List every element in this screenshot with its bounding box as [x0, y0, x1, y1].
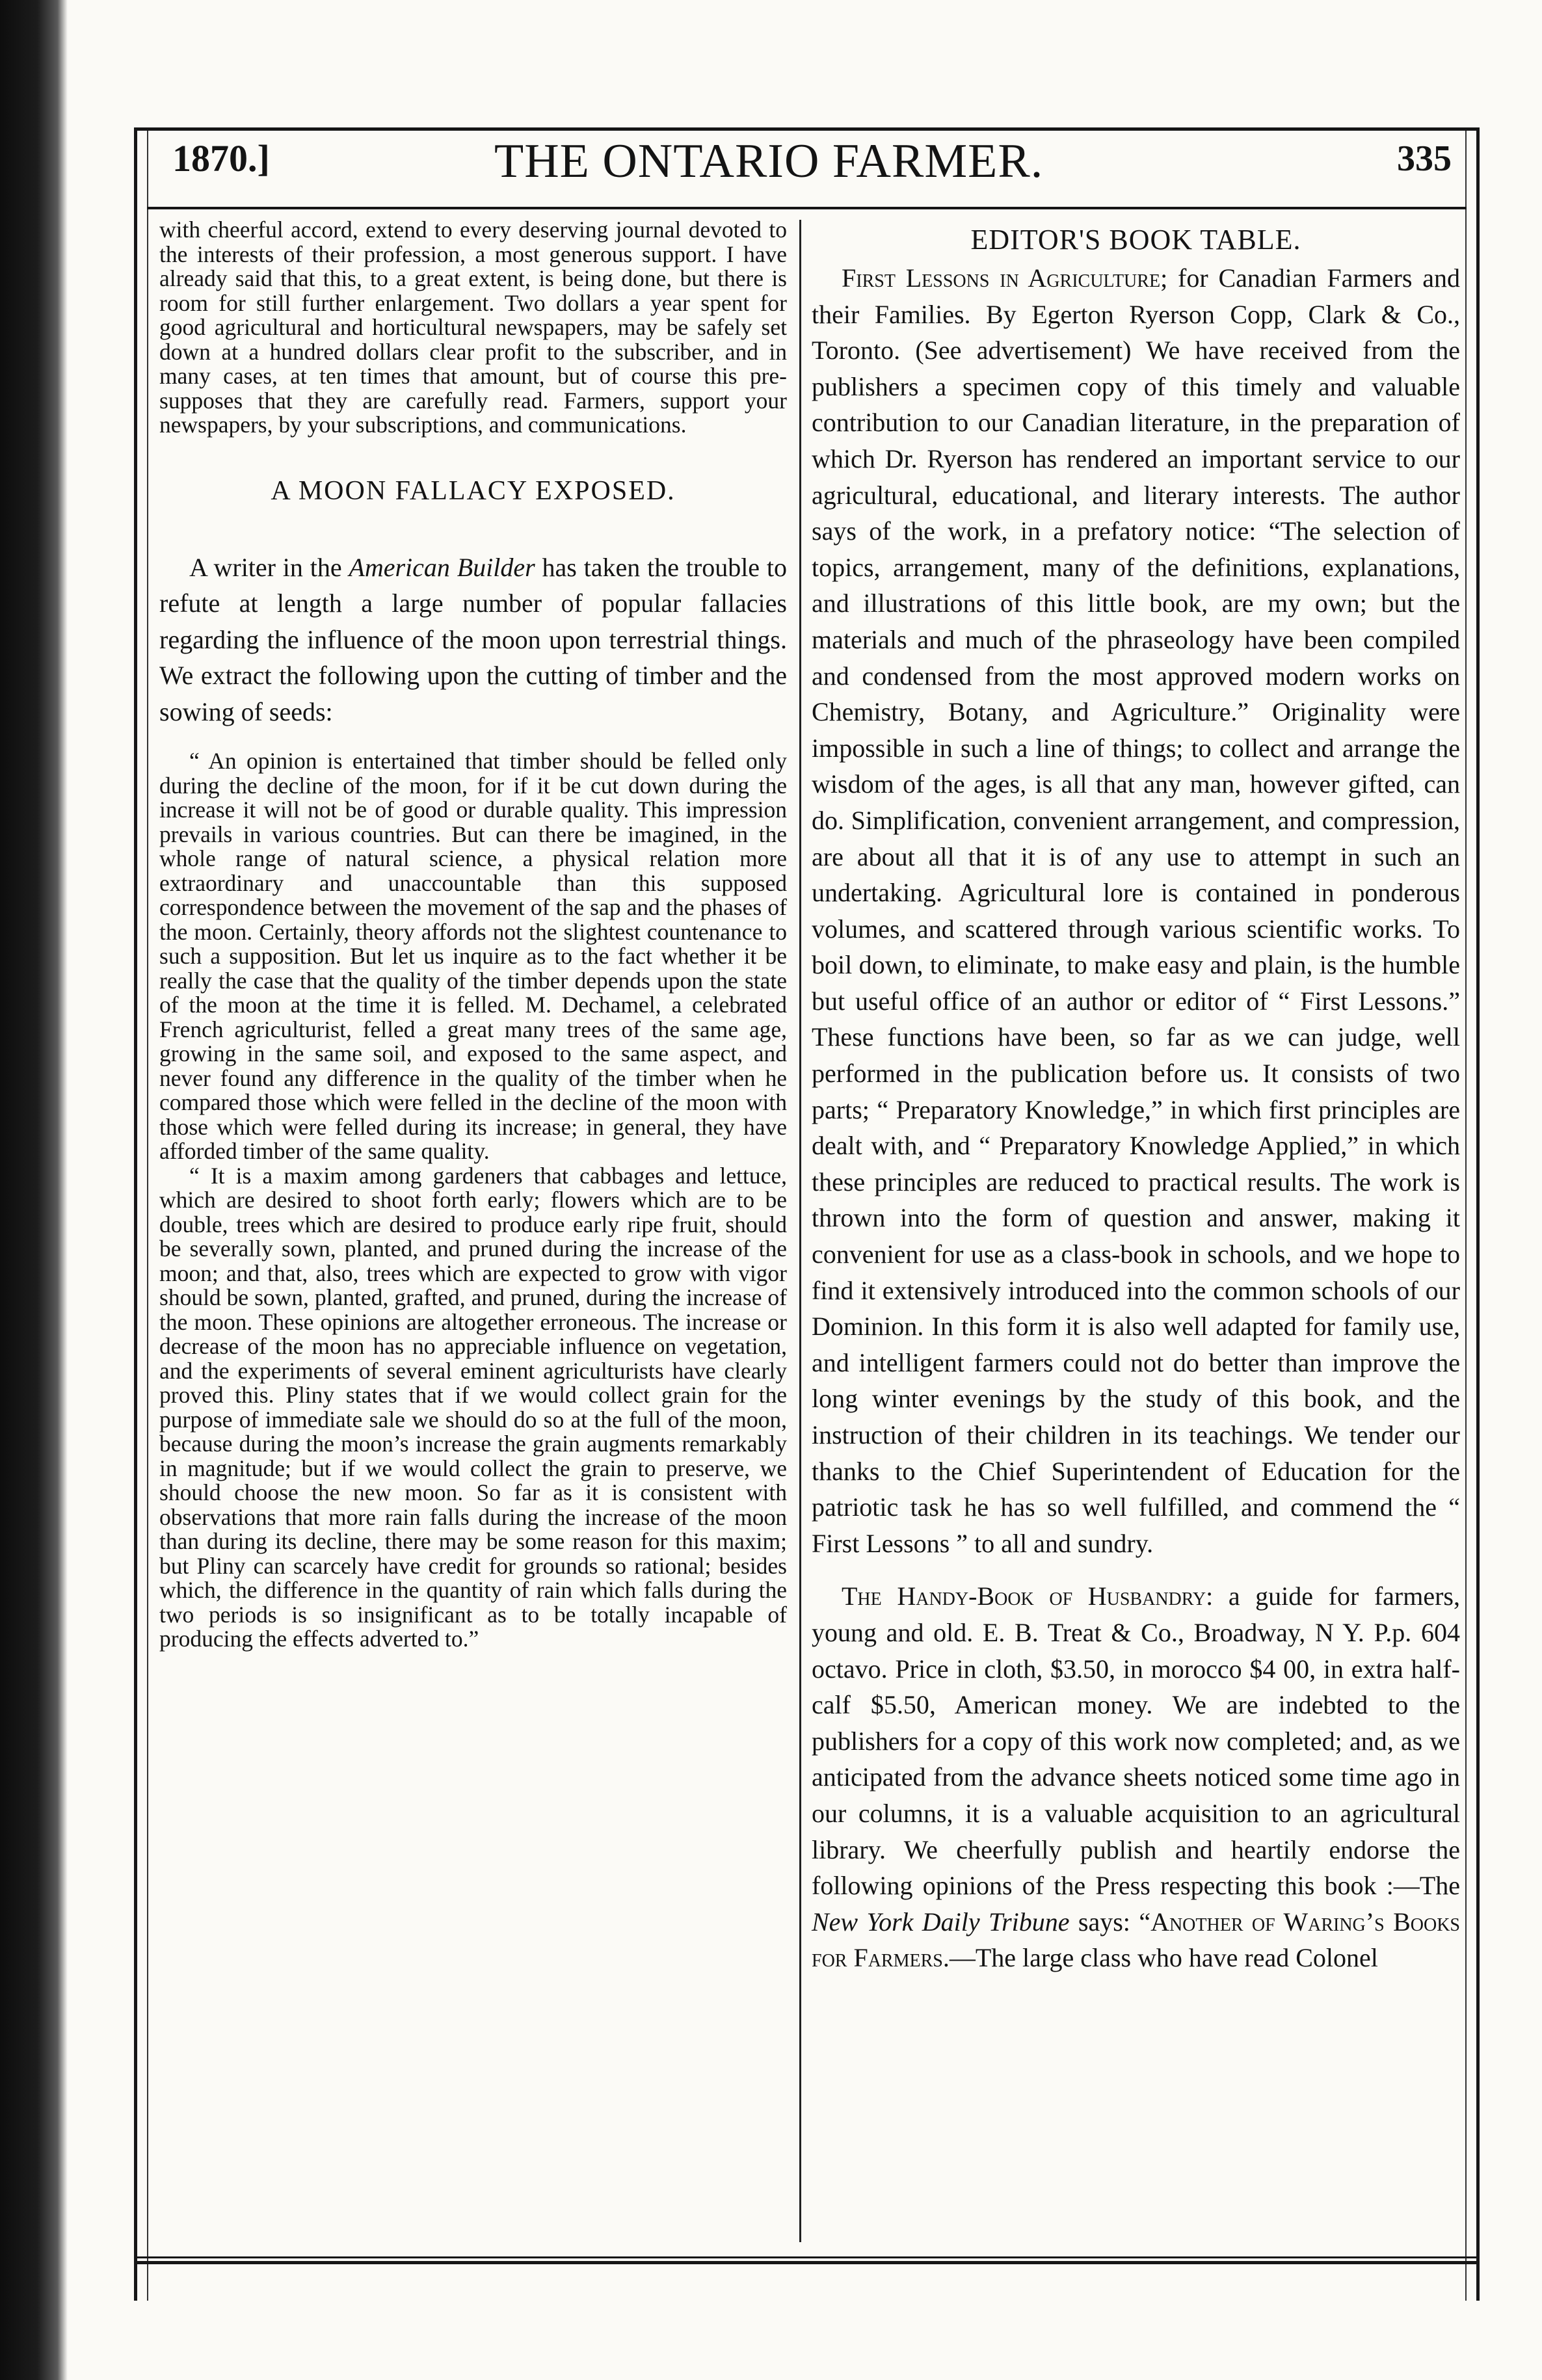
- book1-text: ; for Canadian Farmers and their Families. By Egerton Ryerson Copp, Clark & Co., Toronto. (See advertisement) We have received from the publishers a specimen copy of this timely and valuable contribution to our Canadian literature, in the preparation of which Dr. Ryerson has rendered an important service to our agricultural, educational, and literary interests. The author says of the work, in a prefatory notice: “The selection of topics, arrangement, many of the definitions, explanations, and illustrations of this little book, are my own; but the materials and much of the phraseology have been compiled and condensed from the most approved modern works on Chemistry, Botany, and Agriculture.” Originality were impossible in such a line of things; to collect and arrange the wisdom of the ages, is all that any man, however gifted, can do. Simplification, convenient arrangement, and compression, are about all that it is of any use to attempt in such an undertaking. Agricultural lore is contained in ponderous volumes, and scattered through various scientific works. To boil down, to eliminate, to make easy and plain, is the humble but useful office of an author or editor of “ First Lessons.” These functions have been, so far as we can judge, well performed in the publication before us. It consists of two parts; “ Preparatory Knowledge,” in which first principles are dealt with, and “ Preparatory Knowledge Applied,” in which these principles are reduced to practical results. The work is thrown into the form of question and answer, making it convenient for use as a class-book in schools, and we hope to find it extensively introduced into the common schools of our Dominion. In this form it is also well adapted for family use, and intelligent farmers could not do better than improve the long winter evenings by the study of this book, and the instruction of their children in its teachings. We tender our thanks to the Chief Superintendent of Education for the patriotic task he has so well fulfilled, and commend the “ First Lessons ” to all and sundry.: [812, 263, 1460, 1558]
- top-rule: [134, 127, 1480, 131]
- book2-source: New York Daily Tribune: [812, 1907, 1070, 1937]
- book-review-1: [812, 260, 1460, 1561]
- title-spacer: [159, 507, 787, 549]
- article-intro-end: has taken the trouble to refute at length a large number of popular fallacies regarding the influence of the moon upon terrestrial things. We extract the following upon the cutting of timber and the sowing of seeds:: [159, 552, 787, 726]
- intro-paragraph: with cheerful accord, extend to every deserving journal devoted to the interests of their profession, a most generous support. I have already said that this, to a great extent, is being done, but there is room for still further enlargement. Two dollars a year spent for good agricultural and horticultural newspapers, may be safely set down at a hundred dollars clear profit to the subscriber, and in many cases, at ten times that amount, but of course this pre-supposes that they are carefully read. Farmers, support your newspapers, by your subscriptions, and communications.: [159, 217, 787, 438]
- page-number: 335: [1397, 139, 1452, 179]
- book2-text: : a guide for farmers, young and old. E. B. Treat & Co., Broadway, N Y. P.p. 604 octavo. Price in cloth, $3.50, in morocco $4 00, in extra half-calf $5.50, American money. We are indebted to the publishers for a copy of this work now completed; and, as we anticipated from the advance sheets noticed some time ago in our columns, it is a valuable acquisition to an agricultural library. We cheerfully publish and heartily endorse the following opinions of the Press respecting this book :—The: [812, 1581, 1460, 1901]
- book-spine-shadow: [0, 0, 68, 2380]
- bottom-rule: [134, 2256, 1480, 2264]
- book2-end: —The large class who have read Colonel: [949, 1943, 1378, 1973]
- book2-title: The Handy-Book of Husbandry: [842, 1581, 1206, 1611]
- book1-title: First Lessons in Agriculture: [842, 263, 1161, 293]
- page-title: THE ONTARIO FARMER.: [494, 135, 1044, 188]
- article-intro-start: A writer in the: [189, 552, 349, 582]
- book2-says: says: “: [1069, 1907, 1151, 1937]
- right-column: [812, 218, 1460, 1976]
- book-review-2: [812, 1578, 1460, 1976]
- book-table-title: EDITOR'S BOOK TABLE.: [970, 224, 1301, 256]
- quote-paragraph-1: “ An opinion is entertained that timber should be felled only during the decline of the moon, for if it be cut down during the increase it will not be of good or durable quality. This impression prevails in various countries. But can there be imagined, in the whole range of natural science, a physical relation more extraordinary and unaccountable than this supposed correspondence between the movement of the sap and the phases of the moon. Certainly, theory affords not the slightest countenance to such a supposition. But let us inquire as to the fact whether it be really the case that the quality of the timber depends upon the state of the moon at the time it is felled. M. Dechamel, a celebrated French agriculturist, felled a great many trees of the same age, growing in the same soil, and exposed to the same aspect, and never found any difference in the quality of the timber when he compared those which were felled in the decline of the moon with those which were felled during its increase; in general, they have afforded timber of the same quality.: [159, 748, 787, 1165]
- quote-paragraph-2: “ It is a maxim among gardeners that cabbages and lettuce, which are desired to shoot forth early; flowers which are to be double, trees which are desired to produce early ripe fruit, should be severally sown, planted, and pruned during the increase of the moon; and that, also, trees which are expected to grow with vigor should be sown, planted, grafted, and pruned, during the increase of the moon. These opinions are altogether erroneous. The increase or decrease of the moon has no appreciable influence on vegetation, and the experiments of several eminent agriculturists have clearly proved this. Pliny states that if we would collect grain for the purpose of immediate sale we should do so at the full of the moon, because during the moon’s increase the grain augments remarkably in magnitude; but if we would collect the grain to preserve, we should choose the new moon. So far as it is consistent with observations that more rain falls during the increase of the moon than during its decline, there may be some reason for this maxim; but Pliny can scarcely have credit for grounds so rational; besides which, the difference in the quantity of rain which falls during the two periods is so insignificant as to be totally incapable of producing the effects adverted to.”: [159, 1162, 787, 1652]
- article-title: A MOON FALLACY EXPOSED.: [271, 475, 676, 506]
- article-source: American Builder: [349, 552, 535, 582]
- left-column: [159, 218, 787, 1652]
- book2-caps: Another of Waring’s Books for Farmers.: [812, 1907, 1460, 1973]
- article-intro: [159, 549, 787, 730]
- header-year: 1870.]: [172, 137, 270, 179]
- header-rule: [147, 207, 1467, 209]
- column-divider: [799, 220, 801, 2242]
